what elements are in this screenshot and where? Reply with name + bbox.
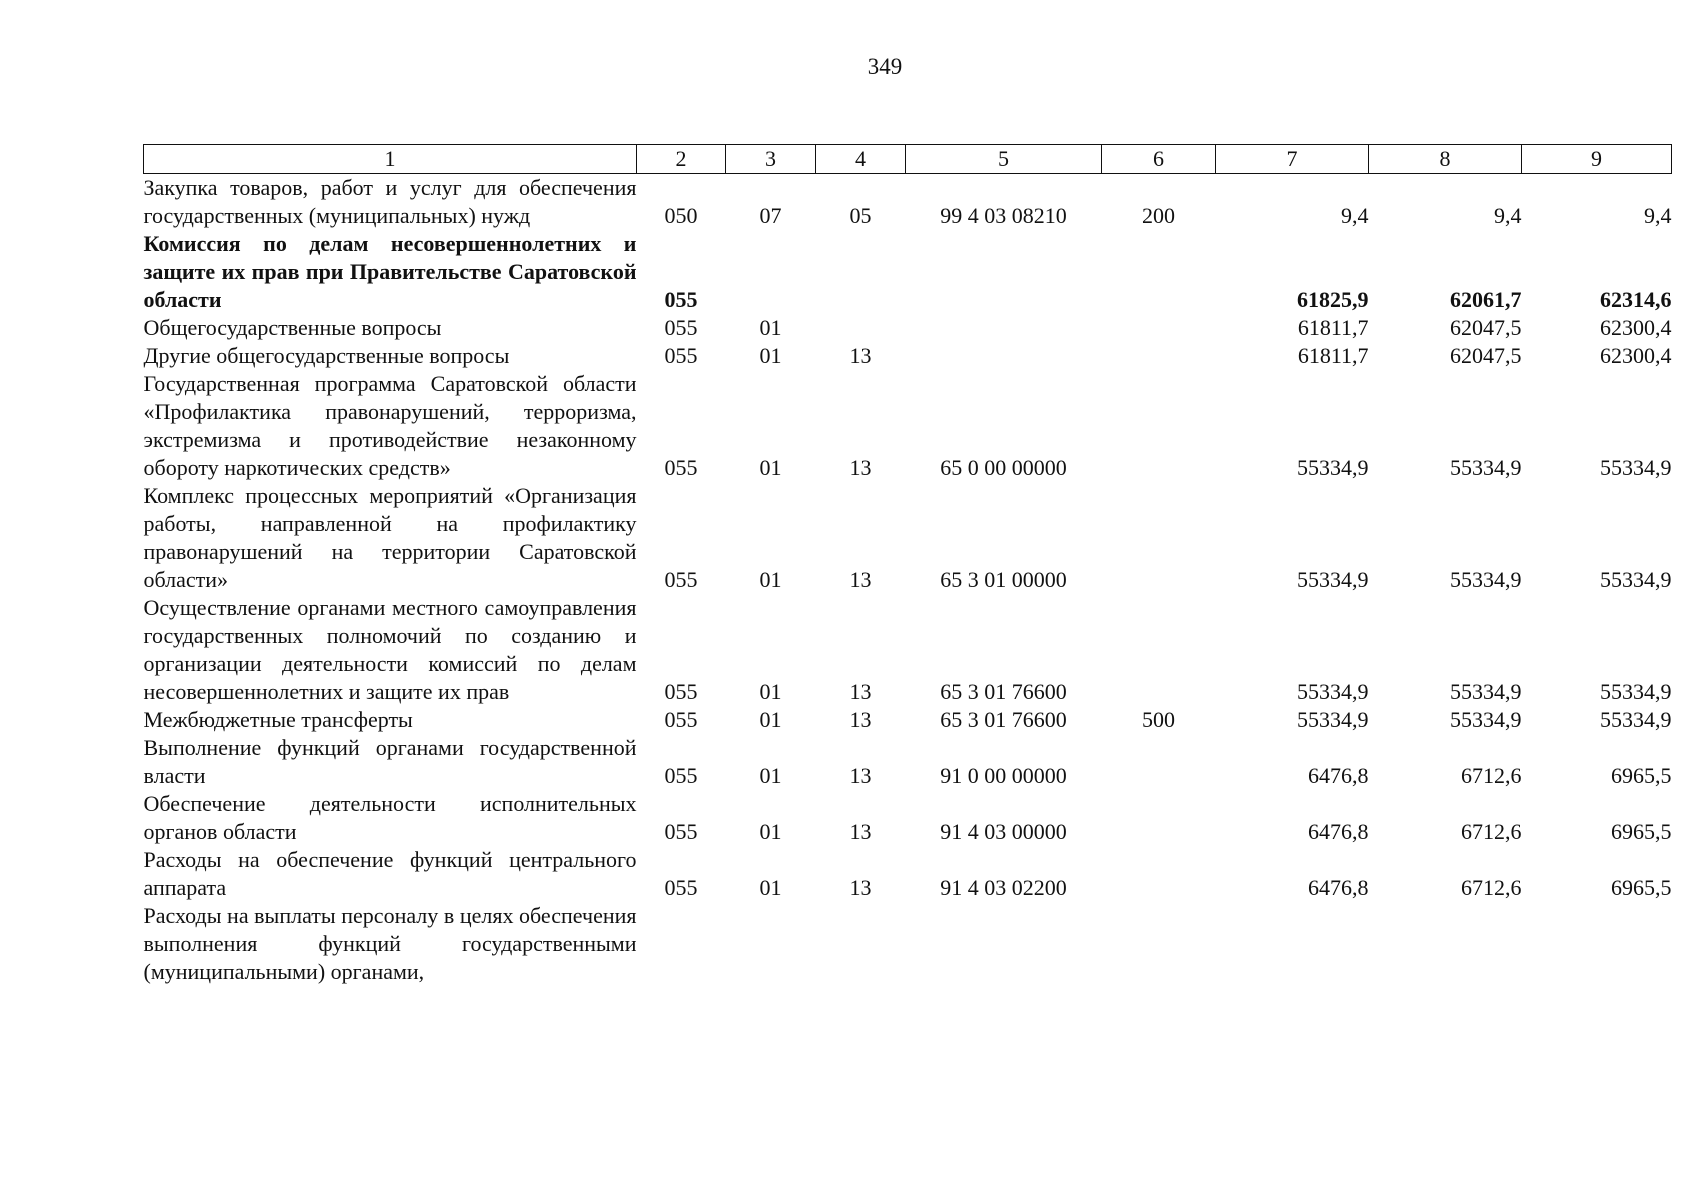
amount-col-8: 62061,7 <box>1450 287 1522 312</box>
code-expense-type <box>1102 734 1216 790</box>
column-header: 1 <box>144 145 637 174</box>
code-expense-type <box>1102 902 1216 986</box>
amount-col-7: 6476,8 <box>1308 875 1369 900</box>
amount-col-9: 55334,9 <box>1600 567 1672 592</box>
amount-col-8 <box>1369 902 1522 986</box>
code-ministry: 055 <box>664 875 698 900</box>
column-header: 7 <box>1216 145 1369 174</box>
amount-col-8: 6712,6 <box>1461 763 1522 788</box>
amount-col-8: 62047,5 <box>1450 315 1522 340</box>
code-expense-type <box>1102 342 1216 370</box>
row-name: Осуществление органами местного самоуправления государственных полномочий по созданию и организации деятельности комиссий по делам несовершеннолетних и защите их прав <box>143 595 637 704</box>
code-subsection: 13 <box>849 567 872 592</box>
code-expense-type <box>1102 594 1216 706</box>
table-row <box>144 174 1672 231</box>
code-subsection: 13 <box>849 679 872 704</box>
code-ministry: 050 <box>664 203 698 228</box>
code-subsection <box>816 902 906 986</box>
code-section: 01 <box>759 707 782 732</box>
code-target-article: 65 3 01 76600 <box>940 707 1067 732</box>
amount-col-8: 55334,9 <box>1450 707 1522 732</box>
header-row <box>144 145 1672 174</box>
column-header: 8 <box>1369 145 1522 174</box>
amount-col-9: 62300,4 <box>1600 315 1672 340</box>
code-target-article <box>906 230 1102 314</box>
code-ministry: 055 <box>664 679 698 704</box>
code-section: 01 <box>759 819 782 844</box>
amount-col-8: 62047,5 <box>1450 343 1522 368</box>
code-section: 01 <box>759 455 782 480</box>
code-section: 07 <box>759 203 782 228</box>
row-name: Комплекс процессных мероприятий «Организация работы, направленной на профилактику правонарушений на территории Саратовской области» <box>143 483 637 592</box>
amount-col-7: 55334,9 <box>1297 567 1369 592</box>
column-header: 5 <box>906 145 1102 174</box>
table-row <box>144 846 1672 902</box>
code-section: 01 <box>759 763 782 788</box>
code-subsection: 13 <box>849 343 872 368</box>
code-target-article: 99 4 03 08210 <box>940 203 1067 228</box>
code-subsection: 13 <box>849 707 872 732</box>
amount-col-9: 6965,5 <box>1611 819 1672 844</box>
row-name: Другие общегосударственные вопросы <box>143 343 510 368</box>
code-target-article: 65 3 01 00000 <box>940 567 1067 592</box>
code-ministry <box>637 902 726 986</box>
column-header: 3 <box>726 145 816 174</box>
row-name: Выполнение функций органами государственной власти <box>143 735 637 788</box>
amount-col-7: 61825,9 <box>1297 287 1369 312</box>
amount-col-7: 55334,9 <box>1297 707 1369 732</box>
amount-col-8: 6712,6 <box>1461 875 1522 900</box>
code-subsection <box>816 230 906 314</box>
amount-col-8: 6712,6 <box>1461 819 1522 844</box>
amount-col-7: 9,4 <box>1341 203 1369 228</box>
amount-col-9: 6965,5 <box>1611 875 1672 900</box>
amount-col-8: 55334,9 <box>1450 679 1522 704</box>
code-subsection: 13 <box>849 763 872 788</box>
table-row <box>144 734 1672 790</box>
amount-col-7: 61811,7 <box>1297 315 1369 340</box>
amount-col-8: 55334,9 <box>1450 567 1522 592</box>
row-name: Закупка товаров, работ и услуг для обеспечения государственных (муниципальных) нужд <box>143 175 637 228</box>
table-body <box>144 174 1672 987</box>
code-ministry: 055 <box>664 287 698 312</box>
amount-col-9: 55334,9 <box>1600 455 1672 480</box>
code-subsection <box>816 314 906 342</box>
row-name: Обеспечение деятельности исполнительных органов области <box>143 791 637 844</box>
amount-col-9: 55334,9 <box>1600 707 1672 732</box>
amount-col-9: 9,4 <box>1644 203 1672 228</box>
amount-col-8: 9,4 <box>1494 203 1522 228</box>
code-ministry: 055 <box>664 315 698 340</box>
row-name: Расходы на обеспечение функций центрального аппарата <box>143 847 637 900</box>
table-row <box>144 594 1672 706</box>
code-section: 01 <box>759 679 782 704</box>
code-subsection: 13 <box>849 819 872 844</box>
table-row <box>144 706 1672 734</box>
code-section <box>726 230 816 314</box>
code-section: 01 <box>759 875 782 900</box>
code-ministry: 055 <box>664 707 698 732</box>
code-section <box>726 902 816 986</box>
code-ministry: 055 <box>664 455 698 480</box>
amount-col-7 <box>1216 902 1369 986</box>
row-name: Межбюджетные трансферты <box>143 707 413 732</box>
amount-col-7: 61811,7 <box>1297 343 1369 368</box>
code-subsection: 13 <box>849 455 872 480</box>
code-ministry: 055 <box>664 343 698 368</box>
code-target-article: 91 4 03 00000 <box>940 819 1067 844</box>
page-number: 349 <box>867 54 903 79</box>
code-expense-type <box>1102 314 1216 342</box>
code-target-article: 65 0 00 00000 <box>940 455 1067 480</box>
column-header: 9 <box>1522 145 1672 174</box>
budget-table <box>143 144 1672 986</box>
code-expense-type: 200 <box>1142 203 1175 228</box>
table-row <box>144 370 1672 482</box>
code-target-article: 65 3 01 76600 <box>940 679 1067 704</box>
code-expense-type <box>1102 482 1216 594</box>
code-target-article: 91 4 03 02200 <box>940 875 1067 900</box>
code-ministry: 055 <box>664 567 698 592</box>
code-expense-type <box>1102 230 1216 314</box>
column-header: 4 <box>816 145 906 174</box>
code-subsection: 05 <box>849 203 872 228</box>
row-name: Комиссия по делам несовершеннолетних и защите их прав при Правительстве Саратовской области <box>143 231 637 312</box>
row-name: Расходы на выплаты персоналу в целях обеспечения выполнения функций государственными (муниципальными) органами, <box>143 903 637 984</box>
table-row <box>144 342 1672 370</box>
code-target-article: 91 0 00 00000 <box>940 763 1067 788</box>
amount-col-9 <box>1522 902 1672 986</box>
amount-col-9: 6965,5 <box>1611 763 1672 788</box>
amount-col-7: 6476,8 <box>1308 819 1369 844</box>
amount-col-9: 62300,4 <box>1600 343 1672 368</box>
row-name: Государственная программа Саратовской области «Профилактика правонарушений, терроризма, экстремизма и противодействие незаконному обороту наркотических средств» <box>143 371 637 480</box>
table-row <box>144 482 1672 594</box>
table-row <box>144 790 1672 846</box>
column-header: 6 <box>1102 145 1216 174</box>
amount-col-9: 62314,6 <box>1600 287 1672 312</box>
amount-col-7: 55334,9 <box>1297 455 1369 480</box>
code-subsection: 13 <box>849 875 872 900</box>
code-target-article <box>906 342 1102 370</box>
code-expense-type <box>1102 846 1216 902</box>
code-target-article <box>906 902 1102 986</box>
code-section: 01 <box>759 343 782 368</box>
code-expense-type: 500 <box>1142 707 1175 732</box>
code-ministry: 055 <box>664 819 698 844</box>
code-section: 01 <box>759 315 782 340</box>
column-header: 2 <box>637 145 726 174</box>
amount-col-7: 6476,8 <box>1308 763 1369 788</box>
code-expense-type <box>1102 790 1216 846</box>
amount-col-8: 55334,9 <box>1450 455 1522 480</box>
code-section: 01 <box>759 567 782 592</box>
amount-col-7: 55334,9 <box>1297 679 1369 704</box>
table-row <box>144 902 1672 986</box>
code-expense-type <box>1102 370 1216 482</box>
amount-col-9: 55334,9 <box>1600 679 1672 704</box>
row-name: Общегосударственные вопросы <box>143 315 442 340</box>
table-row <box>144 230 1672 314</box>
code-target-article <box>906 314 1102 342</box>
table-row <box>144 314 1672 342</box>
code-ministry: 055 <box>664 763 698 788</box>
